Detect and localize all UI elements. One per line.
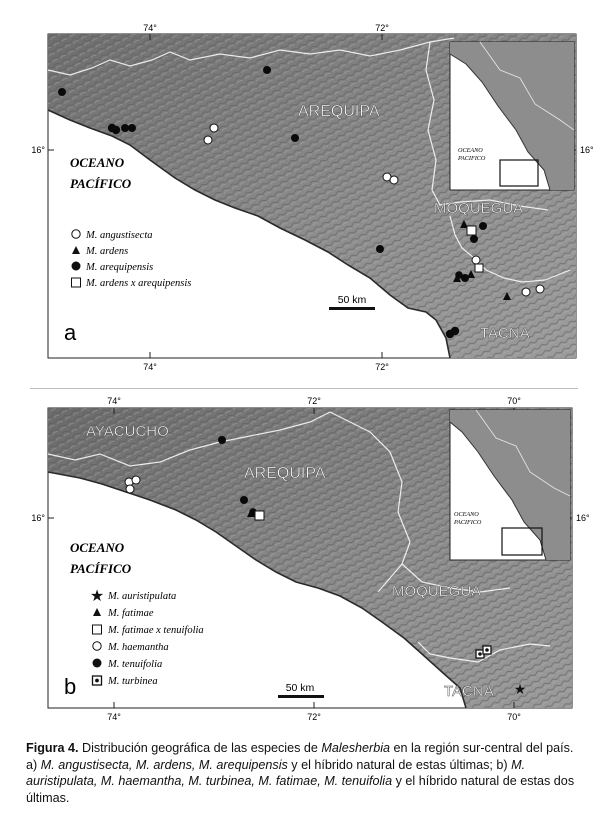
map-panel-a (30, 20, 594, 382)
point-arequipensis (479, 222, 487, 230)
panel-letter: b (64, 674, 77, 699)
caption-text: Distribución geográfica de las especies de (78, 741, 322, 755)
lon-label-top: 72° (375, 23, 389, 33)
inset-ocean-label: OCEANO (458, 147, 483, 154)
legend-symbol-filled-circle (72, 262, 81, 271)
caption-figure-label: Figura 4. (26, 741, 79, 755)
lat-label-right: 16° (580, 145, 594, 155)
legend-label: M. fatimae x tenuifolia (108, 625, 204, 636)
legend-symbol-filled-circle (93, 659, 102, 668)
region-label-tacna: TACNA (444, 683, 494, 700)
scale-label: 50 km (285, 682, 315, 694)
legend-label: M. tenuifolia (108, 659, 163, 670)
lat-label-right: 16° (576, 513, 590, 523)
map-b-svg (30, 392, 590, 734)
region-label-ayacucho: AYACUCHO (86, 423, 169, 440)
map-panel-b (30, 392, 590, 734)
caption-text: y el híbrido natural de estas dos últimas. (26, 774, 575, 805)
point-arequipensis (128, 124, 136, 132)
point-arequipensis (121, 124, 129, 132)
point-arequipensis (451, 327, 459, 335)
point-arequipensis (376, 245, 384, 253)
inset-map (450, 410, 570, 560)
point-auristipulata: ★ (513, 681, 527, 697)
point-haemantha (132, 476, 140, 484)
legend-label: M. ardens x arequipensis (86, 278, 192, 289)
inset-ocean-label: OCEANO (454, 511, 479, 518)
point-arequipensis (58, 88, 66, 96)
point-tenuifolia (240, 496, 248, 504)
point-arequipensis (291, 134, 299, 142)
point-angustisecta (472, 256, 480, 264)
ocean-label: OCEANO (70, 540, 125, 555)
point-angustisecta (210, 124, 218, 132)
lon-label-bottom: 70° (507, 712, 521, 722)
panel-divider (30, 388, 578, 389)
lon-label-bottom: 74° (107, 712, 121, 722)
point-arequipensis (263, 66, 271, 74)
ocean-label: OCEANO (70, 155, 125, 170)
legend-symbol-open-square (93, 625, 102, 634)
point-angustisecta (390, 176, 398, 184)
lon-label-top: 74° (107, 396, 121, 406)
caption-text: y el híbrido natural de estas últimas; b) (287, 757, 512, 772)
region-label-arequipa: AREQUIPA (244, 465, 326, 482)
region-label-moquegua: MOQUEGUA (392, 583, 482, 600)
lat-label-left: 16° (31, 513, 45, 523)
point-haemantha (126, 485, 134, 493)
lon-label-bottom: 74° (143, 362, 157, 372)
point-angustisecta (522, 288, 530, 296)
legend-label: M. turbinea (108, 676, 158, 687)
map-a-svg (30, 20, 594, 382)
point-arequipensis (112, 126, 120, 134)
legend-label: M. haemantha (108, 642, 169, 653)
region-label-arequipa: AREQUIPA (298, 103, 380, 120)
point-ardens-x-arequipensis (467, 226, 476, 235)
legend-label: M. auristipulata (108, 591, 177, 602)
point-arequipensis (470, 235, 478, 243)
lon-label-top: 74° (143, 23, 157, 33)
caption-text-italic: M. angustisecta, M. ardens, M. arequipensis (40, 757, 288, 772)
point-arequipensis (455, 271, 463, 279)
inset-map (450, 42, 574, 190)
legend-symbol-star: ★ (89, 588, 105, 605)
legend-symbol-open-circle (72, 230, 80, 238)
legend-label: M. fatimae (108, 608, 154, 619)
point-ardens-x-arequipensis (475, 264, 483, 272)
lat-label-left: 16° (31, 145, 45, 155)
lon-label-top: 72° (307, 396, 321, 406)
panel-letter: a (64, 320, 77, 345)
ocean-label: PACÍFICO (70, 176, 132, 191)
legend-symbol-open-circle (93, 642, 101, 650)
lon-label-top: 70° (507, 396, 521, 406)
caption-text-italic: M. auristipulata, M. haemantha, M. turbinea, M. fatimae, M. tenuifolia (26, 757, 526, 788)
lon-label-bottom: 72° (307, 712, 321, 722)
legend-symbol-open-square (72, 278, 81, 287)
point-fatimae-x-tenuifolia (255, 511, 264, 520)
region-label-tacna: TACNA (480, 325, 530, 342)
point-tenuifolia (218, 436, 226, 444)
lon-label-bottom: 72° (375, 362, 389, 372)
ocean-label: PACÍFICO (70, 561, 132, 576)
legend-label: M. arequipensis (86, 262, 154, 273)
point-turbinea-center (478, 652, 482, 656)
point-angustisecta (536, 285, 544, 293)
scale-label: 50 km (337, 294, 367, 306)
legend-label: M. angustisecta (86, 230, 153, 241)
caption-text-italic: Malesherbia (321, 741, 391, 755)
inset-ocean-label: PACIFICO (454, 519, 482, 526)
caption-text: en la región sur-central del país. a) (26, 741, 574, 772)
point-angustisecta (204, 136, 212, 144)
region-label-moquegua: MOQUEGUA (434, 200, 524, 217)
inset-ocean-label: PACIFICO (458, 155, 486, 162)
legend-label: M. ardens (86, 246, 129, 257)
point-turbinea-center (485, 648, 489, 652)
figure-caption (26, 740, 582, 806)
legend-symbol-dot-square-center (95, 679, 99, 683)
